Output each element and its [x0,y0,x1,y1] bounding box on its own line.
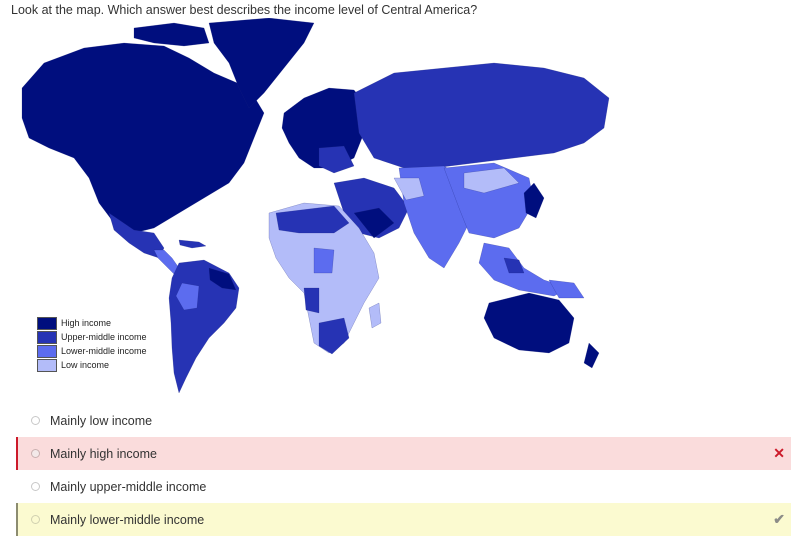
legend-swatch [37,359,57,372]
legend-label: Low income [61,360,110,370]
choice-label: Mainly high income [50,446,157,461]
radio-button[interactable] [31,482,40,491]
choice-label: Mainly lower-middle income [50,512,205,527]
legend-item-high [37,316,147,330]
map-legend [37,316,147,372]
choice-mainly-lower-middle-income[interactable] [16,503,791,536]
north-america-region [22,43,264,233]
russia-region [354,63,609,168]
question-text: Look at the map. Which answer best describes the income level of Central America? [11,3,478,17]
choice-mainly-upper-middle-income[interactable] [16,470,791,503]
legend-swatch [37,345,57,358]
legend-label: Upper-middle income [61,332,147,342]
radio-button[interactable] [31,416,40,425]
legend-item-upper-middle [37,330,147,344]
radio-button[interactable] [31,449,40,458]
choice-mainly-high-income[interactable] [16,437,791,470]
legend-label: High income [61,318,112,328]
choice-mainly-low-income[interactable] [16,404,791,437]
choice-label: Mainly low income [50,413,153,428]
legend-swatch [37,317,57,330]
legend-item-low [37,358,147,372]
radio-button[interactable] [31,515,40,524]
legend-label: Lower-middle income [61,346,147,356]
x-icon: ✕ [773,445,785,461]
choice-label: Mainly upper-middle income [50,479,207,494]
legend-item-lower-middle [37,344,147,358]
australia-region [484,293,574,353]
legend-swatch [37,331,57,344]
check-icon: ✔ [773,511,785,527]
